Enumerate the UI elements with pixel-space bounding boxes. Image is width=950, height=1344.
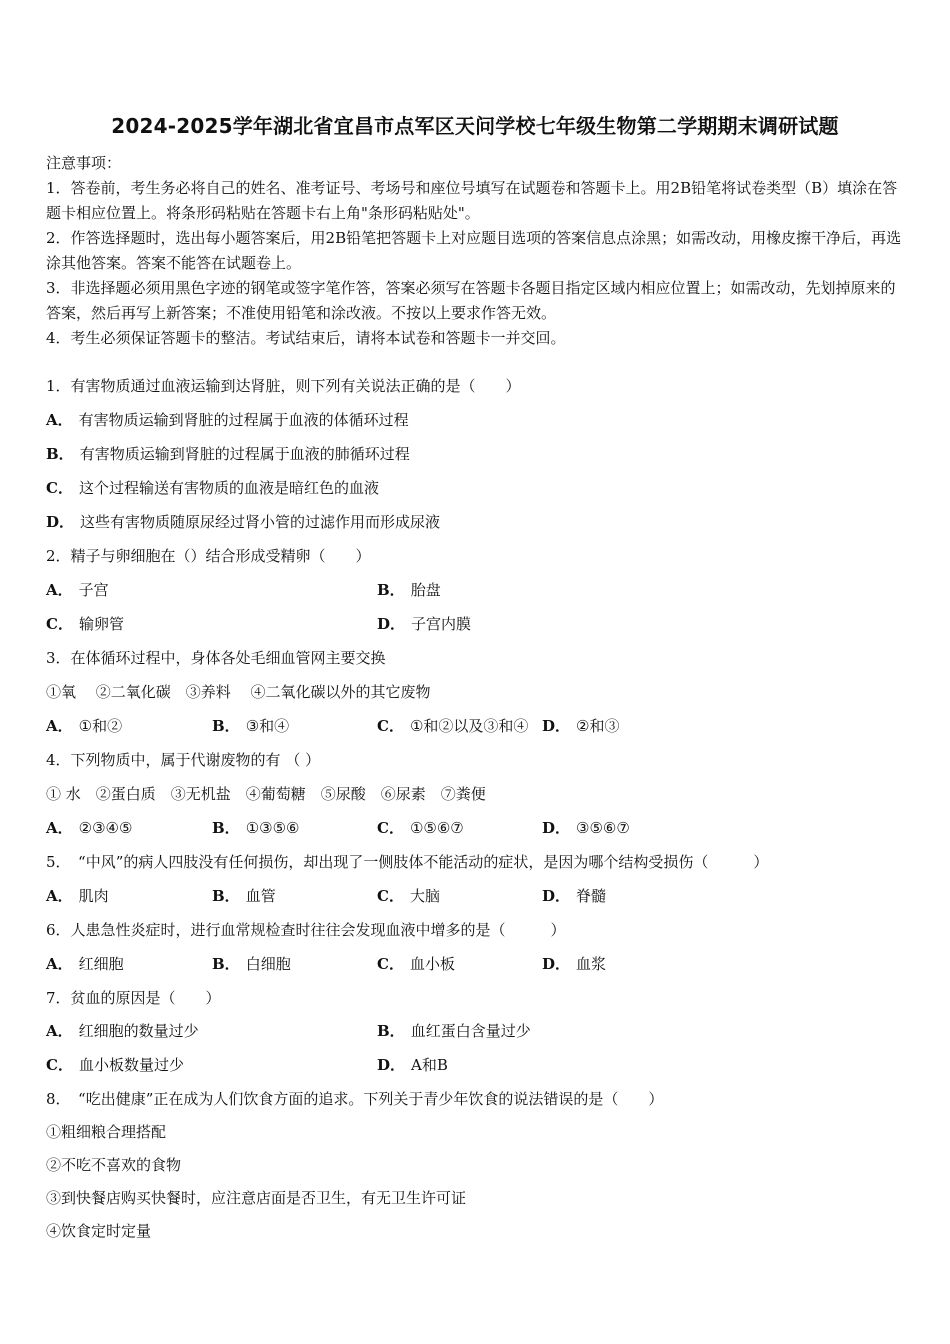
option-label: A． <box>46 581 73 599</box>
option-text: 脊髓 <box>576 887 607 905</box>
question-5-option-c <box>377 885 440 906</box>
option-label: A． <box>46 819 73 837</box>
option-text: ③⑤⑥⑦ <box>576 819 630 837</box>
option-label: B． <box>212 819 240 837</box>
question-5-option-a <box>46 885 109 906</box>
page-title: 2024-2025学年湖北省宜昌市点军区天问学校七年级生物第二学期期末调研试题 <box>111 114 839 138</box>
option-text: ②和③ <box>576 717 620 735</box>
option-label: A． <box>46 955 73 973</box>
question-3-option-a <box>46 715 122 736</box>
option-label: B． <box>377 581 405 599</box>
question-7-option-b <box>377 1020 531 1041</box>
question-4-items: ① 水 ②蛋白质 ③无机盐 ④葡萄糖 ⑤尿酸 ⑥尿素 ⑦粪便 <box>46 785 486 803</box>
question-4-option-d <box>542 817 630 838</box>
option-label: D． <box>542 955 571 973</box>
option-label: B． <box>212 887 240 905</box>
option-label: A． <box>46 887 73 905</box>
question-2-option-b <box>377 579 441 600</box>
option-label: C． <box>46 479 73 497</box>
option-text: A和B <box>411 1056 448 1074</box>
question-3-option-c <box>377 715 528 736</box>
option-text: 血管 <box>245 887 276 905</box>
option-text: ①③⑤⑥ <box>245 819 300 837</box>
option-text: ①⑤⑥⑦ <box>409 819 464 837</box>
question-4-stem: 4．下列物质中，属于代谢废物的有 （ ） <box>46 751 321 769</box>
notice-block <box>46 176 908 351</box>
option-text: ③和④ <box>245 717 290 735</box>
notice-item: 4．考生必须保证答题卡的整洁。考试结束后，请将本试卷和答题卡一并交回。 <box>46 329 566 347</box>
option-text: 子宫内膜 <box>411 615 472 633</box>
question-4-option-b <box>212 817 299 838</box>
option-text: 白细胞 <box>245 955 291 973</box>
question-8-item: ①粗细粮合理搭配 <box>46 1123 167 1141</box>
option-label: C． <box>377 955 404 973</box>
option-label: B． <box>46 445 74 463</box>
option-label: B． <box>212 717 240 735</box>
question-3-items: ①氧 ②二氧化碳 ③养料 ④二氧化碳以外的其它废物 <box>46 683 431 701</box>
question-8-item: ④饮食定时定量 <box>46 1222 152 1240</box>
question-7-option-a <box>46 1020 199 1041</box>
option-label: A． <box>46 717 73 735</box>
question-7-stem: 7．贫血的原因是（ ） <box>46 989 221 1007</box>
question-6-option-c <box>377 953 455 974</box>
option-label: D． <box>377 1056 406 1074</box>
question-1-option-a <box>46 409 409 430</box>
option-text: ②③④⑤ <box>78 819 133 837</box>
question-5-option-d <box>542 885 606 906</box>
notice-item: 2．作答选择题时，选出每小题答案后，用2B铅笔把答题卡上对应题目选项的答案信息点涂黑；如需改动，用橡皮擦干净后，再选涂其他答案。答案不能答在试题卷上。 <box>46 229 902 272</box>
question-7-option-d <box>377 1054 448 1075</box>
question-8-item: ③到快餐店购买快餐时，应注意店面是否卫生，有无卫生许可证 <box>46 1189 467 1207</box>
question-8-stem: 8． “吃出健康”正在成为人们饮食方面的追求。下列关于青少年饮食的说法错误的是（ ） <box>46 1090 664 1108</box>
option-label: C． <box>377 819 404 837</box>
option-label: C． <box>377 887 404 905</box>
option-text: 血红蛋白含量过少 <box>410 1022 531 1040</box>
option-label: D． <box>542 717 571 735</box>
option-label: C． <box>46 1056 73 1074</box>
question-3-option-b <box>212 715 289 736</box>
question-6-option-b <box>212 953 291 974</box>
question-6-option-d <box>542 953 606 974</box>
question-2-option-d <box>377 613 471 634</box>
question-5-stem: 5． “中风”的病人四肢没有任何损伤，却出现了一侧肢体不能活动的症状，是因为哪个结构受损伤（ ） <box>46 853 769 871</box>
question-1-option-b <box>46 443 410 464</box>
notice-heading: 注意事项： <box>46 154 122 172</box>
question-4-option-a <box>46 817 132 838</box>
option-label: C． <box>377 717 404 735</box>
option-text: 血小板 <box>409 955 455 973</box>
option-label: B． <box>377 1022 405 1040</box>
question-1-stem: 1．有害物质通过血液运输到达肾脏，则下列有关说法正确的是（ ） <box>46 377 521 395</box>
question-2-option-a <box>46 579 109 600</box>
question-2-stem: 2．精子与卵细胞在（）结合形成受精卵（ ） <box>46 547 371 565</box>
option-text: 红细胞的数量过少 <box>78 1022 199 1040</box>
option-label: D． <box>46 513 75 531</box>
option-label: D． <box>542 819 571 837</box>
option-label: C． <box>46 615 73 633</box>
question-3-stem: 3．在体循环过程中，身体各处毛细血管网主要交换 <box>46 649 386 667</box>
question-5-option-b <box>212 885 276 906</box>
option-text: ①和②以及③和④ <box>409 717 529 735</box>
question-8-item: ②不吃不喜欢的食物 <box>46 1156 182 1174</box>
question-1-option-c <box>46 477 379 498</box>
option-text: 肌肉 <box>78 887 109 905</box>
option-label: D． <box>542 887 571 905</box>
option-text: 这个过程输送有害物质的血液是暗红色的血液 <box>78 479 379 497</box>
option-text: 子宫 <box>78 581 109 599</box>
option-label: B． <box>212 955 240 973</box>
option-text: 大脑 <box>409 887 440 905</box>
option-text: 血浆 <box>576 955 607 973</box>
option-label: A． <box>46 1022 73 1040</box>
question-1-option-d <box>46 511 440 532</box>
option-label: A． <box>46 411 73 429</box>
question-6-option-a <box>46 953 124 974</box>
question-6-stem: 6．人患急性炎症时，进行血常规检查时往往会发现血液中增多的是（ ） <box>46 921 566 939</box>
option-text: ①和② <box>78 717 123 735</box>
question-3-option-d <box>542 715 619 736</box>
notice-item: 3．非选择题必须用黑色字迹的钢笔或签字笔作答，答案必须写在答题卡各题目指定区域内相应位置上；如需改动，先划掉原来的答案，然后再写上新答案；不准使用铅笔和涂改液。不按以上要求作答无效。 <box>46 279 896 322</box>
option-text: 这些有害物质随原尿经过肾小管的过滤作用而形成尿液 <box>80 513 441 531</box>
option-text: 有害物质运输到肾脏的过程属于血液的肺循环过程 <box>79 445 410 463</box>
question-2-option-c <box>46 613 124 634</box>
option-text: 红细胞 <box>78 955 124 973</box>
option-label: D． <box>377 615 406 633</box>
question-7-option-c <box>46 1054 184 1075</box>
question-4-option-c <box>377 817 464 838</box>
option-text: 胎盘 <box>410 581 441 599</box>
option-text: 血小板数量过少 <box>78 1056 184 1074</box>
option-text: 有害物质运输到肾脏的过程属于血液的体循环过程 <box>78 411 409 429</box>
option-text: 输卵管 <box>78 615 124 633</box>
notice-item: 1．答卷前，考生务必将自己的姓名、准考证号、考场号和座位号填写在试题卷和答题卡上。用2B铅笔将试卷类型（B）填涂在答题卡相应位置上。将条形码粘贴在答题卡右上角"条形码粘贴处"。 <box>46 179 898 222</box>
